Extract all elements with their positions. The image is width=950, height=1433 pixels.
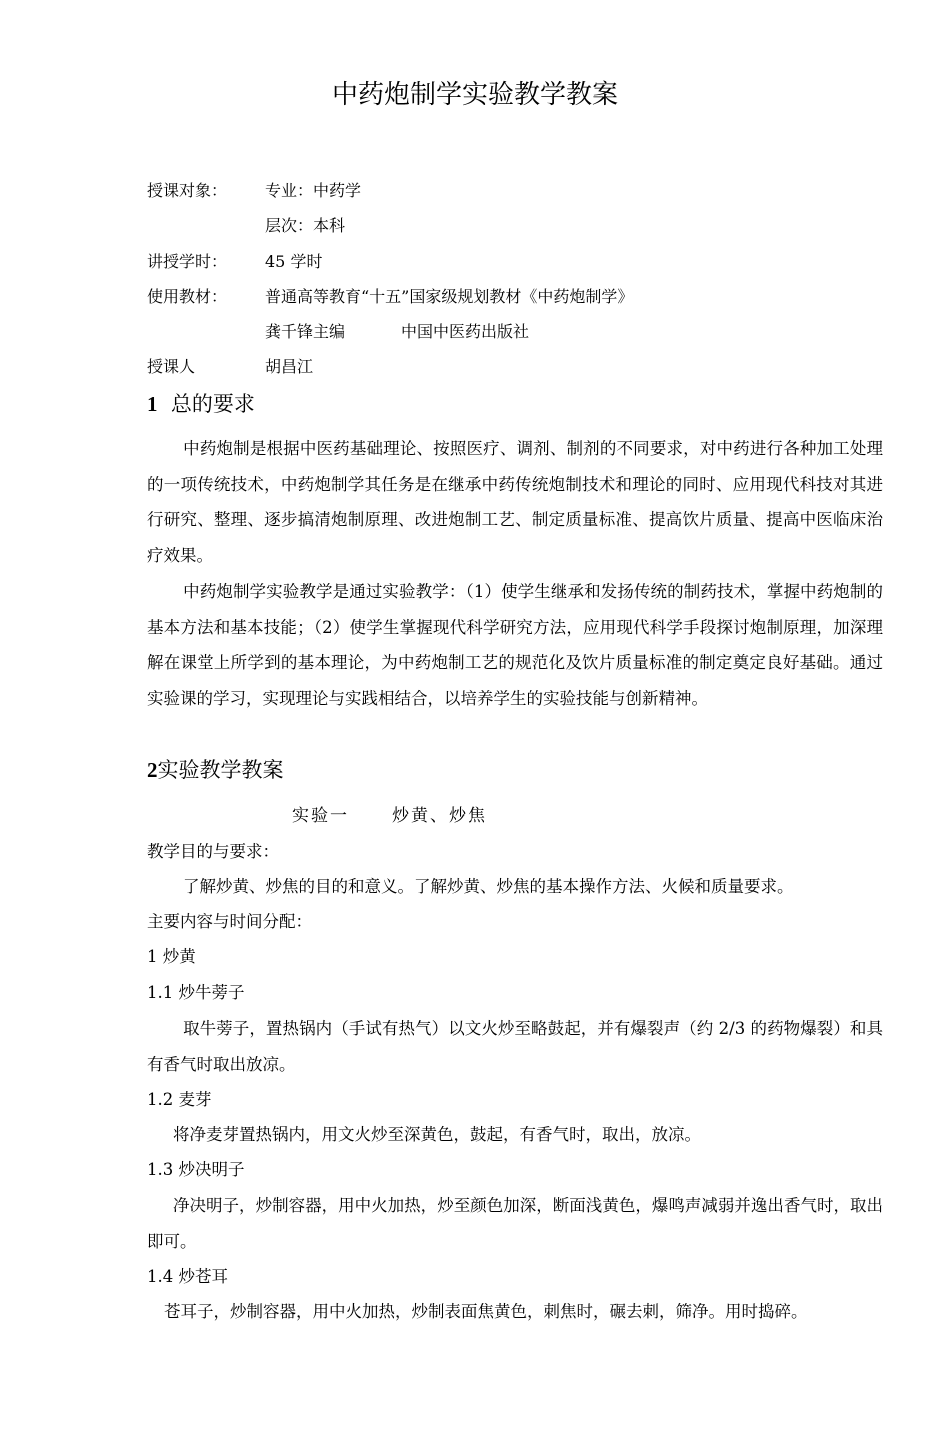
teacher-label: 授课人 bbox=[147, 357, 196, 376]
page-title: 中药炮制学实验教学教案 bbox=[331, 80, 618, 110]
subsection-1-4-text: 苍耳子，炒制容器，用中火加热，炒制表面焦黄色，刺焦时，碾去刺，筛净。用时捣碎。 bbox=[164, 1302, 808, 1321]
section-1-paragraph-2 bbox=[147, 574, 883, 754]
hours-value: 45 学时 bbox=[265, 252, 323, 271]
experiment-title: 炒黄、炒焦 bbox=[392, 806, 487, 826]
subsection-1-1-text: 取牛蒡子，置热锅内（手试有热气）以文火炒至略鼓起，并有爆裂声（约 2/3 的药物爆裂）和具有香气时取出放凉。 bbox=[147, 1019, 883, 1074]
section-1-title: 总的要求 bbox=[170, 392, 255, 416]
textbook-label: 使用教材： bbox=[147, 287, 228, 306]
major-value: 专业：中药学 bbox=[265, 181, 362, 200]
subsection-1-4: 1.4 炒苍耳 bbox=[147, 1267, 228, 1286]
subsection-1-1: 1.1 炒牛蒡子 bbox=[147, 983, 245, 1002]
section-2-title: 实验教学教案 bbox=[157, 758, 284, 782]
section-2-number: 2 bbox=[147, 758, 158, 782]
publisher-value: 中国中医药出版社 bbox=[401, 322, 530, 341]
subsection-1-1-text-block bbox=[147, 1011, 883, 1083]
level-value: 层次：本科 bbox=[265, 216, 346, 235]
textbook-value: 普通高等教育“十五”国家级规划教材《中药炮制学》 bbox=[265, 287, 634, 306]
editor-value: 龚千锋主编 bbox=[265, 322, 346, 341]
section-1-number: 1 bbox=[147, 392, 158, 416]
content-label: 主要内容与时间分配： bbox=[147, 912, 312, 931]
subsection-1-3-text-block bbox=[147, 1188, 883, 1260]
subsection-1-3: 1.3 炒决明子 bbox=[147, 1160, 245, 1179]
audience-label: 授课对象： bbox=[147, 181, 228, 200]
goal-text: 了解炒黄、炒焦的目的和意义。了解炒黄、炒焦的基本操作方法、火候和质量要求。 bbox=[183, 877, 794, 896]
hours-label: 讲授学时： bbox=[147, 252, 228, 271]
goal-label: 教学目的与要求： bbox=[147, 842, 279, 861]
section-2-heading bbox=[147, 756, 284, 784]
section-1-heading bbox=[147, 390, 255, 418]
paragraph-2-text: 中药炮制学实验教学是通过实验教学：（1）使学生继承和发扬传统的制药技术，掌握中药炮制的基本方法和基本技能；（2）使学生掌握现代科学研究方法，应用现代科学手段探讨炮制原理，加深理解在课堂上所学到的基本理论，为中药炮制工艺的规范化及饮片质量标准的制定奠定良好基础。通过实验课的学习，实现理论与实践相结合，以培养学生的实验技能与创新精神。 bbox=[147, 582, 883, 708]
subsection-1-3-text: 净决明子，炒制容器，用中火加热，炒至颜色加深，断面浅黄色，爆鸣声减弱并逸出香气时，取出即可。 bbox=[147, 1196, 883, 1251]
subsection-1-2-text: 将净麦芽置热锅内，用文火炒至深黄色，鼓起，有香气时，取出，放凉。 bbox=[173, 1125, 701, 1144]
paragraph-1-text: 中药炮制是根据中医药基础理论、按照医疗、调剂、制剂的不同要求，对中药进行各种加工处理的一项传统技术，中药炮制学其任务是在继承中药传统炮制技术和理论的同时、应用现代科技对其进行研究、整理、逐步搞清炮制原理、改进炮制工艺、制定质量标准、提高饮片质量、提高中医临床治疗效果。 bbox=[147, 439, 883, 565]
experiment-number: 实验一 bbox=[292, 806, 349, 826]
subsection-1: 1 炒黄 bbox=[147, 947, 196, 966]
section-1-paragraph-1 bbox=[147, 431, 883, 576]
subsection-1-2: 1.2 麦芽 bbox=[147, 1090, 212, 1109]
teacher-value: 胡昌江 bbox=[265, 357, 314, 376]
